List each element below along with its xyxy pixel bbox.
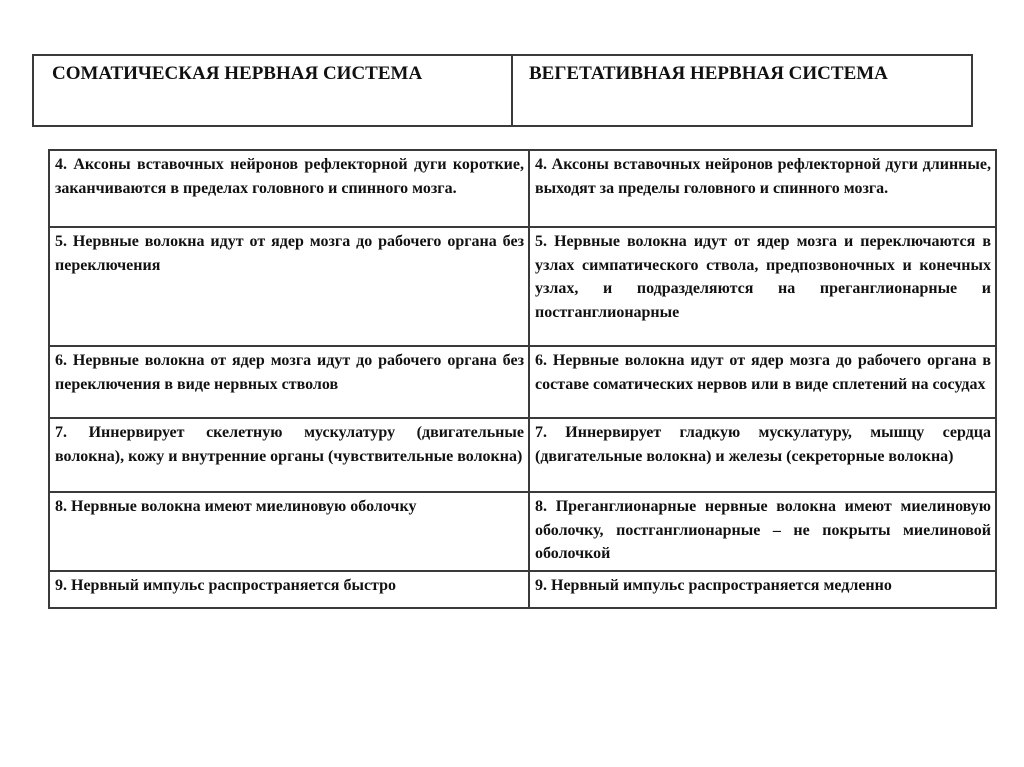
vegetative-cell: 5. Нервные волокна идут от ядер мозга и переключаются в узлах симпатического ствола, предпозвоночных и конечных узлах, и подразделяются на преганглионарные и постганглионарные (529, 227, 996, 346)
header-table (32, 54, 973, 127)
vegetative-cell: 4. Аксоны вставочных нейронов рефлекторной дуги длинные, выходят за пределы головного и спинного мозга. (529, 150, 996, 227)
table-row (49, 571, 996, 608)
table-row (49, 150, 996, 227)
somatic-cell: 7. Иннервирует скелетную мускулатуру (двигательные волокна), кожу и внутренние органы (чувствительные волокна) (49, 418, 529, 492)
table-row (49, 492, 996, 571)
comparison-table (48, 149, 997, 609)
vegetative-cell: 9. Нервный импульс распространяется медленно (529, 571, 996, 608)
somatic-cell: 5. Нервные волокна идут от ядер мозга до рабочего органа без переключения (49, 227, 529, 346)
somatic-cell: 8. Нервные волокна имеют миелиновую оболочку (49, 492, 529, 571)
table-row (49, 346, 996, 418)
table-row (49, 418, 996, 492)
vegetative-cell: 6. Нервные волокна идут от ядер мозга до рабочего органа в составе соматических нервов или в виде сплетений на сосудах (529, 346, 996, 418)
somatic-cell: 4. Аксоны вставочных нейронов рефлекторной дуги короткие, заканчиваются в пределах головного и спинного мозга. (49, 150, 529, 227)
somatic-header: СОМАТИЧЕСКАЯ НЕРВНАЯ СИСТЕМА (34, 56, 513, 125)
vegetative-header: ВЕГЕТАТИВНАЯ НЕРВНАЯ СИСТЕМА (529, 63, 888, 84)
somatic-cell: 9. Нервный импульс распространяется быстро (49, 571, 529, 608)
vegetative-cell: 7. Иннервирует гладкую мускулатуру, мышцу сердца (двигательные волокна) и железы (секреторные волокна) (529, 418, 996, 492)
vegetative-cell: 8. Преганглионарные нервные волокна имеют миелиновую оболочку, постганглионарные – не покрыты миелиновой оболочкой (529, 492, 996, 571)
table-row (49, 227, 996, 346)
somatic-cell: 6. Нервные волокна от ядер мозга идут до рабочего органа без переключения в виде нервных стволов (49, 346, 529, 418)
